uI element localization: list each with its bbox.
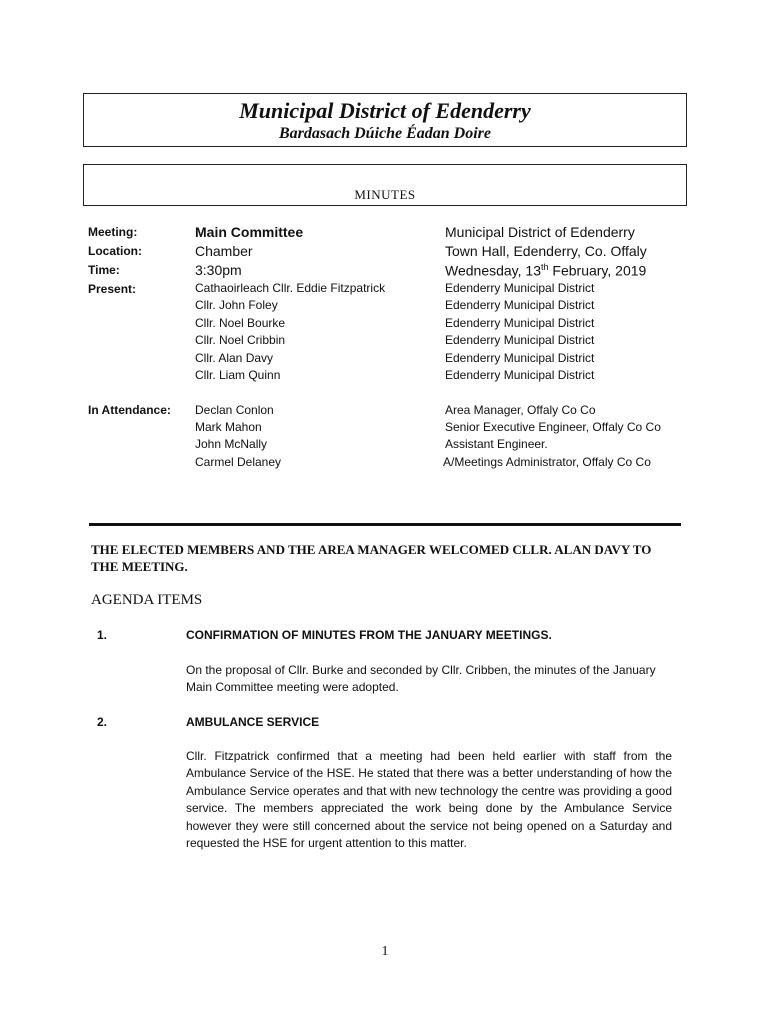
present-org: Edenderry Municipal District	[445, 298, 595, 312]
present-org: Edenderry Municipal District	[445, 333, 595, 347]
meeting-organisation: Municipal District of Edenderry	[445, 224, 635, 240]
date-suffix: February, 2019	[548, 262, 647, 279]
meeting-date	[445, 262, 646, 279]
present-org: Edenderry Municipal District	[445, 316, 595, 330]
item-heading: AMBULANCE SERVICE	[186, 715, 320, 729]
item-heading: CONFIRMATION OF MINUTES FROM THE JANUARY MEETINGS.	[186, 628, 552, 642]
present-name: Cllr. Liam Quinn	[195, 368, 281, 382]
item-number: 1.	[97, 628, 108, 642]
location-address: Town Hall, Edenderry, Co. Offaly	[445, 243, 647, 259]
attendee-name: Mark Mahon	[195, 420, 262, 434]
present-name: Cllr. Noel Bourke	[195, 316, 286, 330]
meeting-value: Main Committee	[195, 224, 304, 240]
item-body: Cllr. Fitzpatrick confirmed that a meeting had been held earlier with staff from the Ambulance Service of the HSE. He stated that there was a better understanding of how the Ambulance Service operates and that with new technology the centre was providing a good service. The members appreciated the work being done by the Ambulance Service however they were still concerned about the service not being opened on a Saturday and requested the HSE for urgent attention to this matter.	[186, 749, 672, 851]
time-value: 3:30pm	[195, 262, 242, 278]
present-org: Edenderry Municipal District	[445, 351, 595, 365]
agenda-heading: AGENDA ITEMS	[91, 592, 203, 608]
present-org: Edenderry Municipal District	[445, 281, 595, 295]
location-label: Location:	[88, 244, 142, 258]
present-label: Present:	[88, 282, 137, 296]
document-title: Municipal District of Edenderry	[239, 98, 531, 123]
item-body: On the proposal of Cllr. Burke and seconded by Cllr. Cribben, the minutes of the January Main Committee meeting were adopted.	[186, 663, 656, 695]
attendee-role: Senior Executive Engineer, Offaly Co Co	[445, 420, 661, 434]
page-number: 1	[381, 944, 389, 959]
minutes-heading: MINUTES	[354, 187, 416, 202]
present-org: Edenderry Municipal District	[445, 368, 595, 382]
present-name: Cllr. Alan Davy	[195, 351, 274, 365]
present-name: Cllr. Noel Cribbin	[195, 333, 286, 347]
attendee-role: Area Manager, Offaly Co Co	[445, 403, 596, 417]
date-ordinal: th	[541, 262, 549, 272]
present-name: Cllr. John Foley	[195, 298, 278, 312]
location-value: Chamber	[195, 243, 253, 259]
item-number: 2.	[97, 715, 108, 729]
attendee-role: A/Meetings Administrator, Offaly Co Co	[443, 455, 651, 469]
document-subtitle: Bardasach Dúiche Éadan Doire	[278, 125, 492, 142]
welcome-statement: THE ELECTED MEMBERS AND THE AREA MANAGER WELCOMED CLLR. ALAN DAVY TO THE MEETING.	[91, 542, 652, 574]
time-label: Time:	[88, 263, 120, 277]
section-divider	[89, 523, 681, 526]
present-name: Cathaoirleach Cllr. Eddie Fitzpatrick	[195, 281, 386, 295]
document-header-box	[83, 93, 687, 147]
attendance-label: In Attendance:	[88, 403, 171, 417]
attendee-name: John McNally	[195, 437, 268, 451]
attendee-name: Declan Conlon	[195, 403, 274, 417]
attendee-role: Assistant Engineer.	[445, 437, 548, 451]
meeting-label: Meeting:	[88, 225, 138, 239]
minutes-heading-box	[83, 164, 687, 206]
date-prefix: Wednesday, 13	[445, 262, 541, 279]
attendee-name: Carmel Delaney	[195, 455, 282, 469]
